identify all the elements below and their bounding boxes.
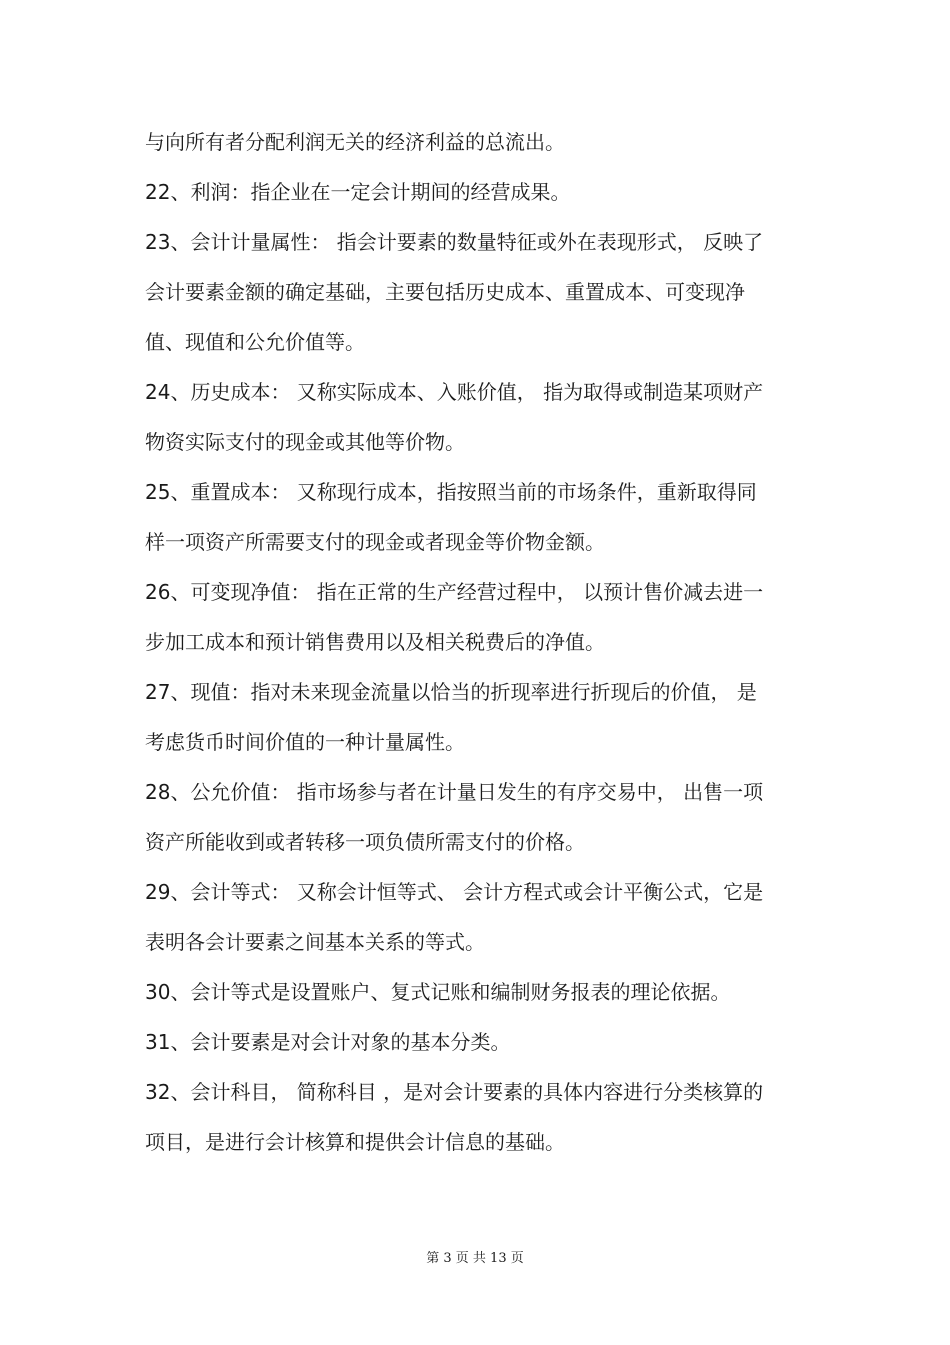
page-number-footer: 第 3 页 共 13 页 [426,1251,524,1266]
text-line: 值、现值和公允价值等。 [145,330,365,354]
text-line: 29、会计等式： 又称会计恒等式、 会计方程式或会计平衡公式，它是 [145,880,764,904]
text-line: 会计要素金额的确定基础，主要包括历史成本、重置成本、可变现净 [145,280,745,304]
text-line: 32、会计科目， 简称科目 ，是对会计要素的具体内容进行分类核算的 [145,1080,764,1104]
text-line: 26、可变现净值： 指在正常的生产经营过程中， 以预计售价减去进一 [145,580,764,604]
text-line: 表明各会计要素之间基本关系的等式。 [145,930,485,954]
text-line: 24、历史成本： 又称实际成本、入账价值， 指为取得或制造某项财产 [145,380,764,404]
text-line: 31、会计要素是对会计对象的基本分类。 [145,1030,511,1054]
text-line: 25、重置成本： 又称现行成本，指按照当前的市场条件，重新取得同 [145,480,757,504]
text-line: 考虑货币时间价值的一种计量属性。 [145,730,465,754]
text-line: 步加工成本和预计销售费用以及相关税费后的净值。 [145,630,605,654]
text-line: 28、公允价值： 指市场参与者在计量日发生的有序交易中， 出售一项 [145,780,764,804]
text-line: 项目，是进行会计核算和提供会计信息的基础。 [145,1130,565,1154]
text-line: 30、会计等式是设置账户、复式记账和编制财务报表的理论依据。 [145,980,731,1004]
text-line: 23、会计计量属性： 指会计要素的数量特征或外在表现形式， 反映了 [145,230,764,254]
text-line: 物资实际支付的现金或其他等价物。 [145,430,465,454]
text-line: 22、利润：指企业在一定会计期间的经营成果。 [145,180,571,204]
text-line: 样一项资产所需要支付的现金或者现金等价物金额。 [145,530,605,554]
text-line: 27、现值：指对未来现金流量以恰当的折现率进行折现后的价值， 是 [145,680,757,704]
text-line: 与向所有者分配利润无关的经济利益的总流出。 [145,130,565,154]
text-line: 资产所能收到或者转移一项负债所需支付的价格。 [145,830,585,854]
